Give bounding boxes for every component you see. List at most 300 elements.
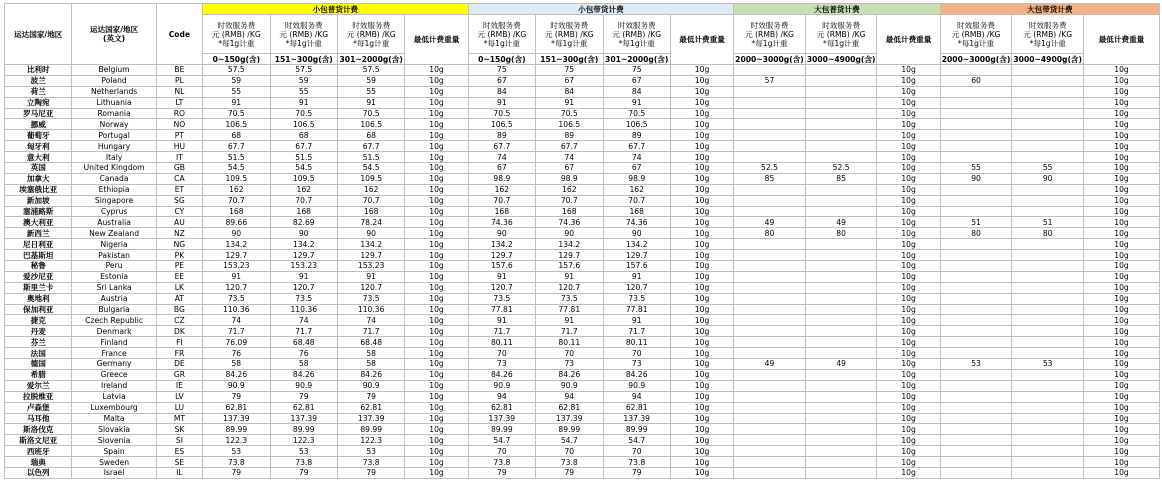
code-cell[interactable]: LV bbox=[156, 391, 202, 402]
small-general-rate-cell[interactable]: 53 bbox=[337, 446, 404, 457]
code-cell[interactable]: HU bbox=[156, 141, 202, 152]
large-battery-min-cell[interactable]: 10g bbox=[1084, 282, 1160, 293]
min-weight-header[interactable]: 最低计费重量 bbox=[1084, 15, 1160, 65]
range-header[interactable]: 2000~3000g(含) bbox=[735, 54, 804, 64]
small-general-rate-cell[interactable]: 59 bbox=[203, 75, 270, 86]
country-cn-cell[interactable]: 塞浦路斯 bbox=[5, 206, 72, 217]
small-battery-rate-cell[interactable]: 74 bbox=[603, 152, 670, 163]
large-general-rate-cell[interactable]: 49 bbox=[805, 217, 877, 228]
code-cell[interactable]: CA bbox=[156, 173, 202, 184]
small-battery-rate-cell[interactable]: 79 bbox=[603, 467, 670, 478]
small-general-min-cell[interactable]: 10g bbox=[405, 348, 468, 359]
large-general-rate-cell[interactable] bbox=[805, 337, 877, 348]
small-battery-min-cell[interactable]: 10g bbox=[670, 86, 733, 97]
large-general-rate-cell[interactable] bbox=[734, 326, 806, 337]
large-battery-rate-cell[interactable] bbox=[1012, 293, 1084, 304]
country-cn-cell[interactable]: 意大利 bbox=[5, 152, 72, 163]
code-cell[interactable]: DK bbox=[156, 326, 202, 337]
large-battery-rate-cell[interactable] bbox=[1012, 271, 1084, 282]
small-battery-rate-cell[interactable]: 77.81 bbox=[536, 304, 603, 315]
large-battery-rate-cell[interactable] bbox=[1012, 457, 1084, 468]
country-cn-cell[interactable]: 斯里兰卡 bbox=[5, 282, 72, 293]
small-general-rate-cell[interactable]: 73.5 bbox=[337, 293, 404, 304]
large-general-rate-cell[interactable]: 49 bbox=[734, 359, 806, 370]
small-battery-rate-cell[interactable]: 91 bbox=[468, 271, 535, 282]
small-general-rate-cell[interactable]: 79 bbox=[270, 391, 337, 402]
country-cn-cell[interactable]: 加拿大 bbox=[5, 173, 72, 184]
small-general-rate-cell[interactable]: 70.7 bbox=[337, 195, 404, 206]
code-cell[interactable]: PE bbox=[156, 261, 202, 272]
small-battery-min-cell[interactable]: 10g bbox=[670, 206, 733, 217]
large-general-min-cell[interactable]: 10g bbox=[877, 239, 940, 250]
country-cn-cell[interactable]: 马耳他 bbox=[5, 413, 72, 424]
small-general-rate-cell[interactable]: 89.99 bbox=[203, 424, 270, 435]
small-general-rate-cell[interactable]: 120.7 bbox=[270, 282, 337, 293]
small-general-min-cell[interactable]: 10g bbox=[405, 108, 468, 119]
small-general-rate-cell[interactable]: 91 bbox=[337, 97, 404, 108]
small-battery-rate-cell[interactable]: 91 bbox=[468, 97, 535, 108]
small-battery-rate-cell[interactable]: 168 bbox=[468, 206, 535, 217]
country-cn-cell[interactable]: 葡萄牙 bbox=[5, 130, 72, 141]
small-general-rate-cell[interactable]: 67.7 bbox=[270, 141, 337, 152]
small-general-rate-cell[interactable]: 57.5 bbox=[203, 65, 270, 76]
large-general-rate-cell[interactable] bbox=[734, 402, 806, 413]
small-general-rate-cell[interactable]: 67.7 bbox=[203, 141, 270, 152]
large-battery-rate-cell[interactable] bbox=[1012, 413, 1084, 424]
large-battery-rate-cell[interactable] bbox=[940, 195, 1012, 206]
large-battery-rate-cell[interactable]: 55 bbox=[1012, 163, 1084, 174]
large-battery-rate-cell[interactable] bbox=[940, 337, 1012, 348]
small-general-min-cell[interactable]: 10g bbox=[405, 119, 468, 130]
large-general-min-cell[interactable]: 10g bbox=[877, 413, 940, 424]
large-general-rate-cell[interactable] bbox=[734, 261, 806, 272]
large-general-rate-cell[interactable] bbox=[805, 97, 877, 108]
large-general-min-cell[interactable]: 10g bbox=[877, 315, 940, 326]
large-battery-rate-cell[interactable] bbox=[1012, 435, 1084, 446]
large-general-rate-cell[interactable]: 85 bbox=[734, 173, 806, 184]
range-header[interactable]: 3000~4900g(含) bbox=[806, 54, 876, 64]
group-large-battery[interactable]: 大包带货计费 bbox=[940, 4, 1159, 15]
small-general-rate-cell[interactable]: 137.39 bbox=[203, 413, 270, 424]
small-battery-rate-cell[interactable]: 168 bbox=[536, 206, 603, 217]
small-battery-rate-cell[interactable]: 80.11 bbox=[603, 337, 670, 348]
large-general-rate-cell[interactable] bbox=[734, 369, 806, 380]
range-header[interactable]: 301~2000g(含) bbox=[337, 54, 404, 65]
small-battery-min-cell[interactable]: 10g bbox=[670, 130, 733, 141]
country-cn-cell[interactable]: 匈牙利 bbox=[5, 141, 72, 152]
small-battery-min-cell[interactable]: 10g bbox=[670, 282, 733, 293]
small-battery-rate-cell[interactable]: 70 bbox=[536, 348, 603, 359]
small-battery-rate-cell[interactable]: 67 bbox=[603, 163, 670, 174]
large-general-min-cell[interactable]: 10g bbox=[877, 75, 940, 86]
small-battery-rate-cell[interactable]: 67 bbox=[603, 75, 670, 86]
large-battery-rate-cell[interactable] bbox=[1012, 326, 1084, 337]
small-general-rate-cell[interactable]: 89.99 bbox=[270, 424, 337, 435]
small-battery-rate-cell[interactable]: 129.7 bbox=[468, 250, 535, 261]
code-cell[interactable]: FR bbox=[156, 348, 202, 359]
large-battery-min-cell[interactable]: 10g bbox=[1084, 457, 1160, 468]
large-battery-rate-cell[interactable] bbox=[940, 348, 1012, 359]
large-general-rate-cell[interactable] bbox=[734, 413, 806, 424]
code-cell[interactable]: SE bbox=[156, 457, 202, 468]
small-battery-min-cell[interactable]: 10g bbox=[670, 184, 733, 195]
small-general-min-cell[interactable]: 10g bbox=[405, 141, 468, 152]
code-cell[interactable]: LT bbox=[156, 97, 202, 108]
small-battery-rate-cell[interactable]: 67 bbox=[468, 163, 535, 174]
large-battery-min-cell[interactable]: 10g bbox=[1084, 130, 1160, 141]
small-battery-min-cell[interactable]: 10g bbox=[670, 195, 733, 206]
small-general-rate-cell[interactable]: 106.5 bbox=[203, 119, 270, 130]
large-general-rate-cell[interactable] bbox=[734, 119, 806, 130]
small-battery-rate-cell[interactable]: 89 bbox=[468, 130, 535, 141]
small-battery-min-cell[interactable]: 10g bbox=[670, 304, 733, 315]
large-battery-min-cell[interactable]: 10g bbox=[1084, 250, 1160, 261]
large-battery-rate-cell[interactable] bbox=[1012, 86, 1084, 97]
small-battery-min-cell[interactable]: 10g bbox=[670, 119, 733, 130]
country-cn-cell[interactable]: 波兰 bbox=[5, 75, 72, 86]
code-cell[interactable]: ES bbox=[156, 446, 202, 457]
small-general-rate-cell[interactable]: 84.26 bbox=[270, 369, 337, 380]
large-battery-min-cell[interactable]: 10g bbox=[1084, 304, 1160, 315]
large-general-rate-cell[interactable]: 80 bbox=[805, 228, 877, 239]
small-battery-min-cell[interactable]: 10g bbox=[670, 326, 733, 337]
large-battery-rate-cell[interactable]: 90 bbox=[940, 173, 1012, 184]
small-general-min-cell[interactable]: 10g bbox=[405, 326, 468, 337]
large-general-min-cell[interactable]: 10g bbox=[877, 173, 940, 184]
code-cell[interactable]: IE bbox=[156, 380, 202, 391]
large-battery-rate-cell[interactable] bbox=[940, 457, 1012, 468]
large-general-rate-cell[interactable] bbox=[734, 467, 806, 478]
large-general-rate-cell[interactable] bbox=[805, 261, 877, 272]
small-battery-rate-cell[interactable]: 70 bbox=[603, 348, 670, 359]
small-general-rate-cell[interactable]: 84.26 bbox=[203, 369, 270, 380]
small-general-min-cell[interactable]: 10g bbox=[405, 293, 468, 304]
large-battery-min-cell[interactable]: 10g bbox=[1084, 206, 1160, 217]
large-general-min-cell[interactable]: 10g bbox=[877, 217, 940, 228]
small-battery-rate-cell[interactable]: 54.7 bbox=[536, 435, 603, 446]
large-battery-min-cell[interactable]: 10g bbox=[1084, 424, 1160, 435]
large-general-min-cell[interactable]: 10g bbox=[877, 391, 940, 402]
country-cn-cell[interactable]: 新西兰 bbox=[5, 228, 72, 239]
large-battery-min-cell[interactable]: 10g bbox=[1084, 152, 1160, 163]
small-general-rate-cell[interactable]: 110.36 bbox=[337, 304, 404, 315]
small-general-rate-cell[interactable]: 58 bbox=[203, 359, 270, 370]
large-battery-rate-cell[interactable] bbox=[940, 97, 1012, 108]
small-general-rate-cell[interactable]: 53 bbox=[270, 446, 337, 457]
small-general-rate-cell[interactable]: 120.7 bbox=[203, 282, 270, 293]
large-general-min-cell[interactable]: 10g bbox=[877, 130, 940, 141]
country-cn-cell[interactable]: 罗马尼亚 bbox=[5, 108, 72, 119]
large-battery-min-cell[interactable]: 10g bbox=[1084, 239, 1160, 250]
small-general-rate-cell[interactable]: 122.3 bbox=[203, 435, 270, 446]
country-en-cell[interactable]: Germany bbox=[72, 359, 156, 370]
small-general-rate-cell[interactable]: 153.23 bbox=[203, 261, 270, 272]
large-battery-rate-cell[interactable]: 51 bbox=[1012, 217, 1084, 228]
small-battery-rate-cell[interactable]: 90 bbox=[536, 228, 603, 239]
code-cell[interactable]: PL bbox=[156, 75, 202, 86]
country-en-cell[interactable]: Peru bbox=[72, 261, 156, 272]
small-battery-min-cell[interactable]: 10g bbox=[670, 457, 733, 468]
country-cn-cell[interactable]: 比利时 bbox=[5, 65, 72, 76]
small-battery-rate-cell[interactable]: 62.81 bbox=[603, 402, 670, 413]
small-general-rate-cell[interactable]: 168 bbox=[337, 206, 404, 217]
small-battery-rate-cell[interactable]: 67.7 bbox=[468, 141, 535, 152]
small-general-rate-cell[interactable]: 71.7 bbox=[270, 326, 337, 337]
large-battery-min-cell[interactable]: 10g bbox=[1084, 348, 1160, 359]
small-battery-rate-cell[interactable]: 84 bbox=[536, 86, 603, 97]
range-header[interactable]: 151~300g(含) bbox=[270, 54, 337, 65]
small-general-rate-cell[interactable]: 91 bbox=[203, 97, 270, 108]
small-battery-rate-cell[interactable]: 73 bbox=[536, 359, 603, 370]
small-battery-rate-cell[interactable]: 77.81 bbox=[468, 304, 535, 315]
small-general-rate-cell[interactable]: 76.09 bbox=[203, 337, 270, 348]
range-header[interactable]: 2000~3000g(含) bbox=[941, 54, 1011, 64]
large-battery-rate-cell[interactable] bbox=[1012, 369, 1084, 380]
code-cell[interactable]: NL bbox=[156, 86, 202, 97]
small-battery-rate-cell[interactable]: 73.5 bbox=[468, 293, 535, 304]
rate-label[interactable]: 时效服务费 元 (RMB) /KG *每1g计重 bbox=[1012, 15, 1084, 54]
small-general-min-cell[interactable]: 10g bbox=[405, 261, 468, 272]
country-en-cell[interactable]: Italy bbox=[72, 152, 156, 163]
small-battery-min-cell[interactable]: 10g bbox=[670, 75, 733, 86]
country-en-cell[interactable]: Estonia bbox=[72, 271, 156, 282]
small-battery-rate-cell[interactable]: 91 bbox=[536, 271, 603, 282]
min-weight-header[interactable]: 最低计费重量 bbox=[670, 15, 733, 65]
large-general-rate-cell[interactable] bbox=[805, 380, 877, 391]
small-battery-min-cell[interactable]: 10g bbox=[670, 228, 733, 239]
code-cell[interactable]: AT bbox=[156, 293, 202, 304]
small-battery-rate-cell[interactable]: 62.81 bbox=[468, 402, 535, 413]
code-cell[interactable]: CZ bbox=[156, 315, 202, 326]
small-general-rate-cell[interactable]: 68 bbox=[203, 130, 270, 141]
large-battery-rate-cell[interactable] bbox=[1012, 141, 1084, 152]
large-general-min-cell[interactable]: 10g bbox=[877, 141, 940, 152]
small-battery-rate-cell[interactable]: 70.7 bbox=[603, 195, 670, 206]
country-cn-cell[interactable]: 爱沙尼亚 bbox=[5, 271, 72, 282]
small-general-rate-cell[interactable]: 55 bbox=[337, 86, 404, 97]
large-battery-rate-cell[interactable]: 80 bbox=[940, 228, 1012, 239]
country-cn-cell[interactable]: 埃塞俄比亚 bbox=[5, 184, 72, 195]
small-battery-rate-cell[interactable]: 89.99 bbox=[536, 424, 603, 435]
large-general-min-cell[interactable]: 10g bbox=[877, 282, 940, 293]
small-battery-rate-cell[interactable]: 54.7 bbox=[468, 435, 535, 446]
small-battery-rate-cell[interactable]: 90.9 bbox=[536, 380, 603, 391]
small-battery-rate-cell[interactable]: 91 bbox=[603, 97, 670, 108]
large-general-rate-cell[interactable]: 52.5 bbox=[734, 163, 806, 174]
code-cell[interactable]: BG bbox=[156, 304, 202, 315]
small-battery-rate-cell[interactable]: 91 bbox=[468, 315, 535, 326]
code-cell[interactable]: IT bbox=[156, 152, 202, 163]
large-general-rate-cell[interactable] bbox=[805, 65, 877, 76]
small-battery-rate-cell[interactable]: 70 bbox=[603, 446, 670, 457]
small-general-min-cell[interactable]: 10g bbox=[405, 130, 468, 141]
country-en-cell[interactable]: Pakistan bbox=[72, 250, 156, 261]
large-general-rate-cell[interactable] bbox=[734, 293, 806, 304]
small-battery-rate-cell[interactable]: 91 bbox=[603, 315, 670, 326]
group-small-battery[interactable]: 小包带货计费 bbox=[468, 4, 734, 15]
small-general-rate-cell[interactable]: 122.3 bbox=[270, 435, 337, 446]
large-battery-rate-cell[interactable] bbox=[940, 152, 1012, 163]
small-battery-min-cell[interactable]: 10g bbox=[670, 152, 733, 163]
large-battery-rate-cell[interactable] bbox=[1012, 75, 1084, 86]
rate-label[interactable]: 时效服务费 元 (RMB) /KG *每1g计重 bbox=[468, 15, 535, 54]
large-general-min-cell[interactable]: 10g bbox=[877, 184, 940, 195]
small-battery-rate-cell[interactable]: 70 bbox=[536, 446, 603, 457]
small-battery-rate-cell[interactable]: 73.8 bbox=[603, 457, 670, 468]
small-battery-rate-cell[interactable]: 74.36 bbox=[468, 217, 535, 228]
large-general-rate-cell[interactable] bbox=[734, 271, 806, 282]
country-en-cell[interactable]: Ireland bbox=[72, 380, 156, 391]
small-general-rate-cell[interactable]: 51.5 bbox=[270, 152, 337, 163]
code-cell[interactable]: NG bbox=[156, 239, 202, 250]
small-general-rate-cell[interactable]: 73.8 bbox=[337, 457, 404, 468]
small-general-rate-cell[interactable]: 73.8 bbox=[270, 457, 337, 468]
large-general-rate-cell[interactable] bbox=[805, 86, 877, 97]
large-battery-rate-cell[interactable] bbox=[940, 413, 1012, 424]
large-general-min-cell[interactable]: 10g bbox=[877, 250, 940, 261]
large-battery-min-cell[interactable]: 10g bbox=[1084, 380, 1160, 391]
large-battery-min-cell[interactable]: 10g bbox=[1084, 402, 1160, 413]
small-battery-rate-cell[interactable]: 89.99 bbox=[603, 424, 670, 435]
large-general-min-cell[interactable]: 10g bbox=[877, 97, 940, 108]
country-cn-cell[interactable]: 斯洛文尼亚 bbox=[5, 435, 72, 446]
small-battery-rate-cell[interactable]: 91 bbox=[603, 271, 670, 282]
small-general-rate-cell[interactable]: 162 bbox=[337, 184, 404, 195]
small-general-rate-cell[interactable]: 129.7 bbox=[337, 250, 404, 261]
small-general-min-cell[interactable]: 10g bbox=[405, 228, 468, 239]
small-general-rate-cell[interactable]: 106.5 bbox=[270, 119, 337, 130]
small-general-rate-cell[interactable]: 110.36 bbox=[270, 304, 337, 315]
small-battery-rate-cell[interactable]: 70.5 bbox=[468, 108, 535, 119]
small-battery-min-cell[interactable]: 10g bbox=[670, 271, 733, 282]
small-battery-min-cell[interactable]: 10g bbox=[670, 108, 733, 119]
small-general-rate-cell[interactable]: 68.48 bbox=[337, 337, 404, 348]
large-general-rate-cell[interactable] bbox=[805, 315, 877, 326]
small-general-min-cell[interactable]: 10g bbox=[405, 250, 468, 261]
country-en-cell[interactable]: Poland bbox=[72, 75, 156, 86]
country-en-cell[interactable]: Cyprus bbox=[72, 206, 156, 217]
small-battery-rate-cell[interactable]: 73.5 bbox=[603, 293, 670, 304]
rate-label[interactable]: 时效服务费 元 (RMB) /KG *每1g计重 bbox=[940, 15, 1012, 54]
country-en-cell[interactable]: Finland bbox=[72, 337, 156, 348]
small-battery-rate-cell[interactable]: 54.7 bbox=[603, 435, 670, 446]
large-battery-rate-cell[interactable] bbox=[1012, 195, 1084, 206]
large-battery-rate-cell[interactable] bbox=[1012, 108, 1084, 119]
small-general-rate-cell[interactable]: 51.5 bbox=[203, 152, 270, 163]
large-battery-rate-cell[interactable] bbox=[1012, 184, 1084, 195]
small-general-rate-cell[interactable]: 153.23 bbox=[270, 261, 337, 272]
code-cell[interactable]: NO bbox=[156, 119, 202, 130]
large-general-rate-cell[interactable]: 49 bbox=[805, 359, 877, 370]
small-battery-rate-cell[interactable]: 129.7 bbox=[536, 250, 603, 261]
large-general-min-cell[interactable]: 10g bbox=[877, 65, 940, 76]
small-general-rate-cell[interactable]: 168 bbox=[270, 206, 337, 217]
country-cn-cell[interactable]: 法国 bbox=[5, 348, 72, 359]
rate-label[interactable]: 时效服务费 元 (RMB) /KG *每1g计重 bbox=[270, 15, 337, 54]
small-battery-rate-cell[interactable]: 137.39 bbox=[468, 413, 535, 424]
large-battery-rate-cell[interactable] bbox=[1012, 261, 1084, 272]
small-battery-rate-cell[interactable]: 74.36 bbox=[603, 217, 670, 228]
large-general-rate-cell[interactable]: 49 bbox=[734, 217, 806, 228]
large-battery-rate-cell[interactable] bbox=[940, 141, 1012, 152]
large-battery-min-cell[interactable]: 10g bbox=[1084, 173, 1160, 184]
small-battery-rate-cell[interactable]: 162 bbox=[603, 184, 670, 195]
small-battery-rate-cell[interactable]: 75 bbox=[603, 65, 670, 76]
large-general-rate-cell[interactable] bbox=[805, 239, 877, 250]
small-battery-rate-cell[interactable]: 91 bbox=[536, 315, 603, 326]
large-battery-rate-cell[interactable]: 53 bbox=[1012, 359, 1084, 370]
large-general-rate-cell[interactable] bbox=[734, 239, 806, 250]
range-header[interactable]: 3000~4900g(含) bbox=[1013, 54, 1082, 64]
large-general-rate-cell[interactable] bbox=[805, 304, 877, 315]
large-battery-rate-cell[interactable] bbox=[940, 261, 1012, 272]
country-cn-cell[interactable]: 巴基斯坦 bbox=[5, 250, 72, 261]
small-general-rate-cell[interactable]: 106.5 bbox=[337, 119, 404, 130]
small-general-rate-cell[interactable]: 109.5 bbox=[270, 173, 337, 184]
small-general-rate-cell[interactable]: 70.5 bbox=[337, 108, 404, 119]
small-general-rate-cell[interactable]: 58 bbox=[337, 348, 404, 359]
small-general-rate-cell[interactable]: 68.48 bbox=[270, 337, 337, 348]
large-general-rate-cell[interactable] bbox=[805, 369, 877, 380]
small-general-rate-cell[interactable]: 168 bbox=[203, 206, 270, 217]
large-battery-rate-cell[interactable] bbox=[1012, 304, 1084, 315]
rate-label[interactable]: 时效服务费 元 (RMB) /KG *每1g计重 bbox=[603, 15, 670, 54]
small-battery-rate-cell[interactable]: 71.7 bbox=[468, 326, 535, 337]
small-general-min-cell[interactable]: 10g bbox=[405, 239, 468, 250]
large-battery-min-cell[interactable]: 10g bbox=[1084, 293, 1160, 304]
small-general-min-cell[interactable]: 10g bbox=[405, 304, 468, 315]
large-battery-min-cell[interactable]: 10g bbox=[1084, 446, 1160, 457]
rate-label[interactable]: 时效服务费 元 (RMB) /KG *每1g计重 bbox=[734, 15, 806, 54]
large-general-min-cell[interactable]: 10g bbox=[877, 380, 940, 391]
small-battery-rate-cell[interactable]: 157.6 bbox=[603, 261, 670, 272]
country-en-cell[interactable]: Australia bbox=[72, 217, 156, 228]
large-general-rate-cell[interactable] bbox=[734, 184, 806, 195]
large-general-rate-cell[interactable] bbox=[734, 391, 806, 402]
small-general-min-cell[interactable]: 10g bbox=[405, 86, 468, 97]
large-battery-rate-cell[interactable] bbox=[940, 239, 1012, 250]
small-battery-min-cell[interactable]: 10g bbox=[670, 163, 733, 174]
small-battery-rate-cell[interactable]: 162 bbox=[536, 184, 603, 195]
small-battery-rate-cell[interactable]: 70.7 bbox=[468, 195, 535, 206]
small-general-rate-cell[interactable]: 58 bbox=[270, 359, 337, 370]
large-general-rate-cell[interactable] bbox=[805, 119, 877, 130]
small-battery-min-cell[interactable]: 10g bbox=[670, 391, 733, 402]
small-battery-rate-cell[interactable]: 106.5 bbox=[603, 119, 670, 130]
small-general-rate-cell[interactable]: 91 bbox=[270, 97, 337, 108]
large-general-rate-cell[interactable] bbox=[805, 152, 877, 163]
large-battery-rate-cell[interactable] bbox=[940, 380, 1012, 391]
small-general-rate-cell[interactable]: 90 bbox=[270, 228, 337, 239]
small-general-min-cell[interactable]: 10g bbox=[405, 65, 468, 76]
large-battery-min-cell[interactable]: 10g bbox=[1084, 195, 1160, 206]
small-general-rate-cell[interactable]: 62.81 bbox=[337, 402, 404, 413]
large-general-min-cell[interactable]: 10g bbox=[877, 446, 940, 457]
large-general-rate-cell[interactable] bbox=[805, 467, 877, 478]
small-general-rate-cell[interactable]: 84.26 bbox=[337, 369, 404, 380]
large-battery-rate-cell[interactable] bbox=[1012, 239, 1084, 250]
small-battery-min-cell[interactable]: 10g bbox=[670, 402, 733, 413]
small-general-rate-cell[interactable]: 79 bbox=[203, 391, 270, 402]
country-cn-cell[interactable]: 秘鲁 bbox=[5, 261, 72, 272]
country-en-cell[interactable]: Bulgaria bbox=[72, 304, 156, 315]
large-battery-rate-cell[interactable] bbox=[940, 293, 1012, 304]
large-battery-rate-cell[interactable] bbox=[1012, 282, 1084, 293]
large-general-min-cell[interactable]: 10g bbox=[877, 195, 940, 206]
small-battery-min-cell[interactable]: 10g bbox=[670, 467, 733, 478]
small-battery-min-cell[interactable]: 10g bbox=[670, 413, 733, 424]
small-battery-rate-cell[interactable]: 98.9 bbox=[468, 173, 535, 184]
